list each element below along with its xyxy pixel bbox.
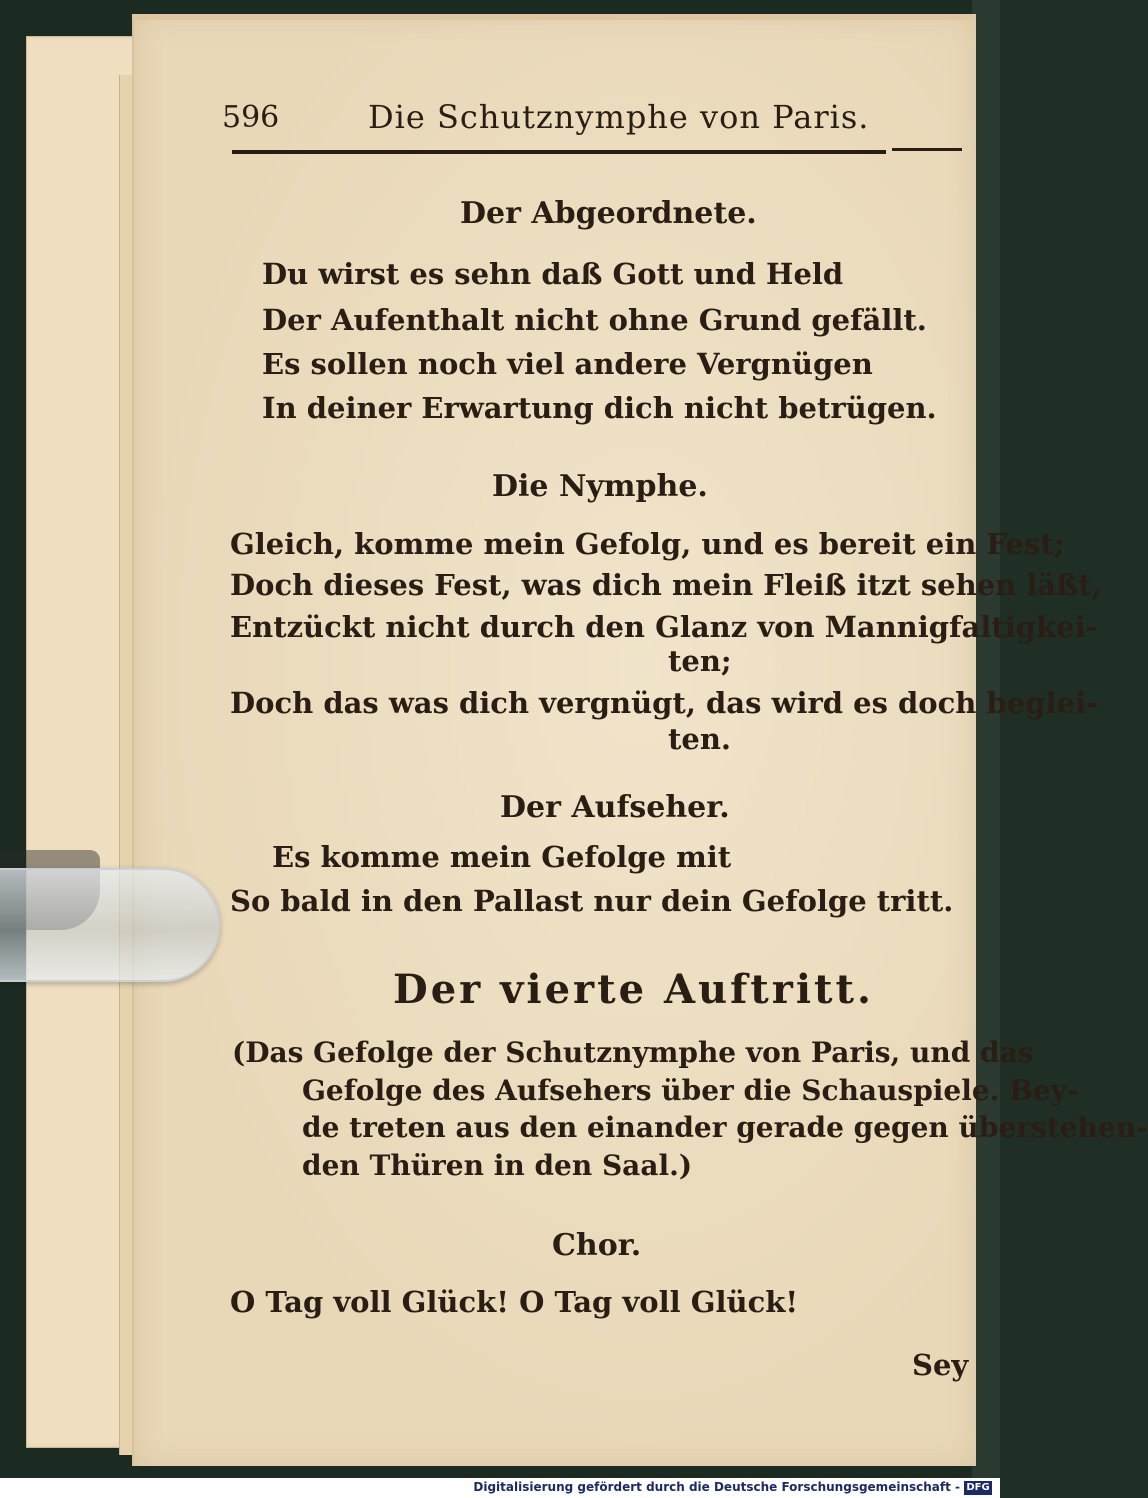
verse-line: In deiner Erwartung dich nicht betrügen. [262,391,937,425]
scan-backdrop-right [972,0,1000,1478]
page-top-edge [132,14,974,20]
scene-heading: Der vierte Auftritt. [393,966,874,1013]
underlying-page [26,36,148,1448]
verse-line: Es komme mein Gefolge mit [272,840,732,874]
header-rule [232,150,886,154]
page-number: 596 [222,100,280,135]
catchword: Sey [912,1348,969,1382]
verse-line: Entzückt nicht durch den Glanz von Mannigfaltigkei- [230,610,1098,644]
speaker-aufseher: Der Aufseher. [500,790,730,825]
dfg-logo: DFG [964,1481,992,1495]
header-rule-right [892,148,962,151]
verse-line: Es sollen noch viel andere Vergnügen [262,347,873,381]
speaker-chor: Chor. [552,1228,642,1263]
stage-direction-line: (Das Gefolge der Schutznymphe von Paris, und das [232,1036,1034,1069]
page-clamp [0,868,220,982]
verse-line-continuation: ten; [668,644,732,678]
stage-direction-line: den Thüren in den Saal.) [302,1149,693,1182]
running-title: Die Schutznymphe von Paris. [368,98,870,136]
verse-line: So bald in den Pallast nur dein Gefolge tritt. [230,884,954,918]
stage-direction-line: de treten aus den einander gerade gegen überstehen- [302,1111,1148,1144]
footer-credit: Digitalisierung gefördert durch die Deutsche Forschungsgemeinschaft - [473,1480,960,1494]
stage-direction-line: Gefolge des Aufsehers über die Schauspiele. Bey- [302,1074,1079,1107]
verse-line: Doch das was dich vergnügt, das wird es doch beglei- [230,686,1099,720]
verse-line: Gleich, komme mein Gefolg, und es bereit ein Fest; [230,527,1065,561]
verse-line-continuation: ten. [668,722,732,756]
verse-line: Du wirst es sehn daß Gott und Held [262,257,844,291]
verse-line: Der Aufenthalt nicht ohne Grund gefällt. [262,303,927,337]
verse-line: Doch dieses Fest, was dich mein Fleiß itzt sehen läßt, [230,568,1102,602]
speaker-abgeordnete: Der Abgeordnete. [460,196,757,231]
speaker-nymphe: Die Nymphe. [492,469,708,504]
chorus-line: O Tag voll Glück! O Tag voll Glück! [230,1285,799,1319]
